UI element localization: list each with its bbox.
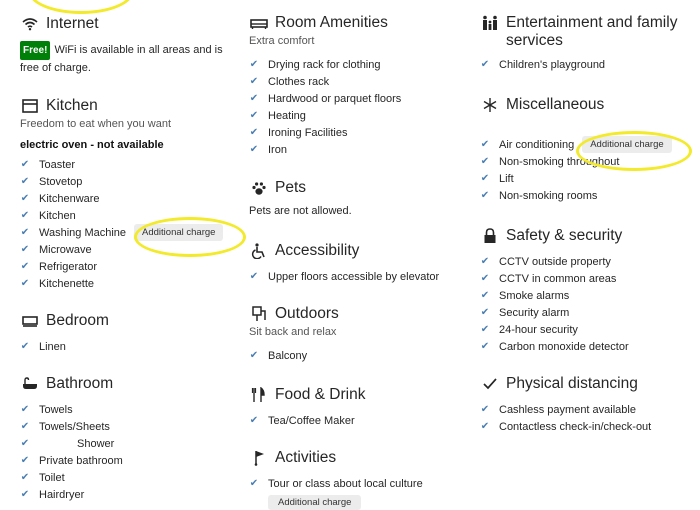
section-title: Kitchen [46, 97, 98, 114]
check-icon: ✔ [20, 261, 30, 272]
section-title: Bedroom [46, 312, 109, 329]
list-item: ✔ Towels/Sheets [20, 420, 110, 433]
pets-text: Pets are not allowed. [249, 205, 352, 217]
list-item: ✔ Microwave [20, 243, 92, 256]
family-icon [480, 14, 500, 32]
check-icon: ✔ [249, 93, 259, 104]
list-item: ✔ Tea/Coffee Maker [249, 414, 355, 427]
section-title: Bathroom [46, 375, 114, 392]
check-icon: ✔ [20, 455, 30, 466]
check-icon: ✔ [249, 144, 259, 155]
highlight-ring-ac-charge [576, 131, 692, 171]
list-item: ✔ Kitchen [20, 209, 76, 222]
check-icon: ✔ [480, 404, 490, 415]
list-item: ✔ Private bathroom [20, 454, 123, 467]
list-item: ✔ Smoke alarms [480, 289, 570, 302]
section-room-amenities [249, 12, 401, 158]
list-item: ✔ Clothes rack [249, 75, 330, 88]
list-item: ✔ Tour or class about local culture [249, 477, 423, 490]
list-item: ✔ Stovetop [20, 175, 83, 188]
additional-charge-badge: Additional charge [582, 136, 671, 153]
section-internet [20, 13, 223, 77]
section-title: Activities [275, 449, 337, 466]
highlight-ring-top [28, 0, 134, 14]
section-subtitle: Extra comfort [249, 35, 315, 47]
list-item: ✔ Lift [480, 172, 514, 185]
wifi-text-line2: free of charge. [20, 62, 91, 74]
list-item: ✔ Shower [20, 437, 115, 450]
list-item: ✔ Toilet [20, 471, 65, 484]
check-icon: ✔ [480, 139, 490, 150]
check-icon: ✔ [480, 273, 490, 284]
list-item: ✔ Ironing Facilities [249, 126, 348, 139]
check-icon: ✔ [20, 244, 30, 255]
tree-icon [249, 305, 269, 323]
bed-icon [20, 312, 40, 330]
additional-charge-badge: Additional charge [134, 224, 223, 241]
check-icon: ✔ [20, 193, 30, 204]
list-item: ✔ Contactless check-in/check-out [480, 420, 652, 433]
section-subtitle: Freedom to eat when you want [20, 118, 172, 130]
list-item: ✔ Towels [20, 403, 73, 416]
list-item: ✔ Non-smoking throughout [480, 155, 620, 168]
list-item: ✔ Heating [249, 109, 306, 122]
check-icon: ✔ [480, 290, 490, 301]
kitchen-icon [20, 97, 40, 115]
list-item: ✔ Children's playground [480, 58, 606, 71]
check-icon: ✔ [249, 76, 259, 87]
section-kitchen [20, 95, 223, 292]
list-item: ✔ Kitchenware [20, 192, 100, 205]
list-item: ✔ Upper floors accessible by elevator [249, 270, 440, 283]
check-icon: ✔ [480, 324, 490, 335]
list-item: ✔ Washing Machine Additional charge [20, 224, 223, 241]
section-bathroom [20, 373, 123, 503]
check-icon: ✔ [20, 227, 30, 238]
list-item: ✔ Linen [20, 340, 66, 353]
free-badge: Free! [20, 41, 50, 60]
check-icon: ✔ [249, 110, 259, 121]
check-icon: ✔ [480, 256, 490, 267]
list-item: ✔ 24-hour security [480, 323, 578, 336]
list-item: ✔ Carbon monoxide detector [480, 340, 629, 353]
section-title: Outdoors [275, 305, 339, 322]
check-icon: ✔ [249, 478, 259, 489]
list-item: ✔ Hardwood or parquet floors [249, 92, 402, 105]
section-entertainment [480, 12, 677, 73]
section-title: Accessibility [275, 242, 360, 259]
list-item: ✔ Security alarm [480, 306, 570, 319]
checkmark-icon [480, 375, 500, 393]
section-safety [480, 225, 629, 355]
list-item: ✔ Cashless payment available [480, 403, 636, 416]
golf-flag-icon [249, 449, 269, 467]
section-title: Miscellaneous [506, 96, 605, 113]
bathtub-icon [20, 375, 40, 393]
check-icon: ✔ [20, 278, 30, 289]
check-icon: ✔ [480, 341, 490, 352]
check-icon: ✔ [249, 350, 259, 361]
check-icon: ✔ [20, 489, 30, 500]
list-item: ✔ Balcony [249, 349, 308, 362]
wifi-icon [20, 15, 40, 33]
check-icon: ✔ [249, 415, 259, 426]
check-icon: ✔ [20, 404, 30, 415]
list-item: ✔ CCTV in common areas [480, 272, 617, 285]
check-icon: ✔ [20, 210, 30, 221]
list-item: ✔ Kitchenette [20, 277, 95, 290]
section-outdoors [249, 303, 339, 364]
section-activities [249, 447, 423, 510]
section-subtitle: Sit back and relax [249, 326, 337, 338]
additional-charge-badge: Additional charge [268, 495, 361, 510]
check-icon: ✔ [20, 438, 30, 449]
kitchen-note: electric oven - not available [20, 139, 164, 151]
check-icon: ✔ [480, 307, 490, 318]
lock-icon [480, 227, 500, 245]
section-title: Entertainment and family [506, 14, 678, 31]
section-title: Room Amenities [275, 14, 388, 31]
section-physical-distancing [480, 373, 651, 435]
section-food-drink [249, 384, 365, 429]
list-item: ✔ Hairdryer [20, 488, 85, 501]
wifi-text-line1: WiFi is available in all areas and is [54, 44, 223, 56]
accessibility-icon [249, 242, 269, 260]
check-icon: ✔ [480, 156, 490, 167]
check-icon: ✔ [20, 421, 30, 432]
section-title-cont: services [506, 32, 563, 49]
sofa-icon [249, 14, 269, 32]
check-icon: ✔ [480, 59, 490, 70]
check-icon: ✔ [480, 173, 490, 184]
cutlery-icon [249, 386, 269, 404]
check-icon: ✔ [20, 472, 30, 483]
check-icon: ✔ [20, 159, 30, 170]
check-icon: ✔ [20, 341, 30, 352]
section-accessibility [249, 240, 439, 285]
check-icon: ✔ [480, 190, 490, 201]
list-item: ✔ Refrigerator [20, 260, 98, 273]
list-item: ✔ Toaster [20, 158, 76, 171]
section-pets [249, 177, 352, 217]
check-icon: ✔ [249, 59, 259, 70]
list-item: ✔ Iron [249, 143, 287, 156]
check-icon: ✔ [249, 127, 259, 138]
list-item: ✔ Air conditioning Additional charge [480, 136, 672, 153]
section-bedroom [20, 310, 109, 355]
paw-icon [249, 179, 269, 197]
section-title: Internet [46, 15, 99, 32]
section-title: Pets [275, 179, 307, 196]
section-title: Physical distancing [506, 375, 638, 392]
section-title: Safety & security [506, 227, 623, 244]
list-item: ✔ Drying rack for clothing [249, 58, 381, 71]
check-icon: ✔ [249, 271, 259, 282]
check-icon: ✔ [20, 176, 30, 187]
check-icon: ✔ [480, 421, 490, 432]
list-item: ✔ CCTV outside property [480, 255, 611, 268]
list-item: ✔ Non-smoking rooms [480, 189, 598, 202]
snowflake-icon [480, 96, 500, 114]
section-title: Food & Drink [275, 386, 366, 403]
highlight-ring-washing-charge [134, 217, 246, 257]
